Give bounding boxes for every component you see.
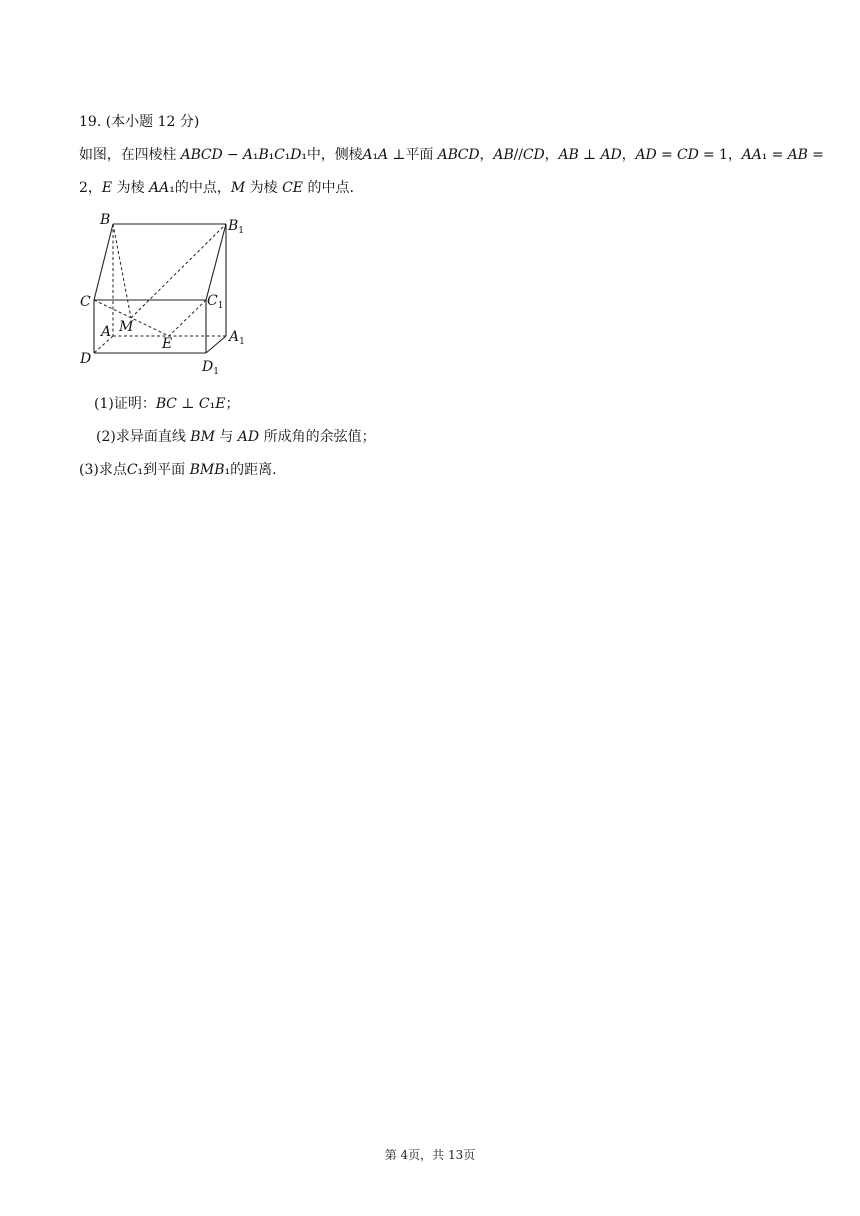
question-1: (1)证明：𝐵𝐶 ⊥ 𝐶₁𝐸； (94, 396, 240, 412)
edge-B-C (94, 224, 113, 300)
prism-figure (76, 208, 276, 380)
edge-B1-C1 (206, 224, 226, 300)
label-D1: $D_1$ (202, 359, 219, 377)
segment-C1-E (169, 300, 206, 336)
problem-stem-line-1: 如图，在四棱柱 𝐴𝐵𝐶𝐷 − 𝐴₁𝐵₁𝐶₁𝐷₁中，侧棱𝐴₁𝐴 ⊥平面 𝐴𝐵𝐶𝐷，𝐴𝐵//𝐶𝐷，𝐴𝐵 ⊥ 𝐴𝐷，𝐴𝐷 = 𝐶𝐷 = 1，𝐴𝐴₁ = 𝐴𝐵 = (79, 147, 824, 163)
label-M: M (119, 319, 134, 335)
label-B1: $B_1$ (228, 218, 245, 236)
problem-stem-line-2: 2，𝐸 为棱 𝐴𝐴₁的中点，𝑀 为棱 𝐶𝐸 的中点. (79, 180, 354, 196)
question-2: (2)求异面直线 𝐵𝑀 与 𝐴𝐷 所成角的余弦值； (96, 429, 376, 445)
label-B: B (100, 212, 111, 228)
edge-A1-D1 (206, 336, 226, 353)
label-E: E (162, 336, 173, 352)
label-C1: $C_1$ (207, 293, 224, 311)
label-A1: $A_1$ (229, 329, 245, 347)
label-A: A (101, 324, 112, 340)
question-3: (3)求点𝐶₁到平面 𝐵𝑀𝐵₁的距离. (79, 462, 277, 478)
label-C: C (80, 294, 91, 310)
label-D: D (80, 351, 92, 367)
segment-B-M (113, 224, 131, 318)
page-footer: 第 4页，共 13页 (384, 1148, 476, 1162)
problem-header: 19. (本小题 12 分) (79, 114, 200, 130)
